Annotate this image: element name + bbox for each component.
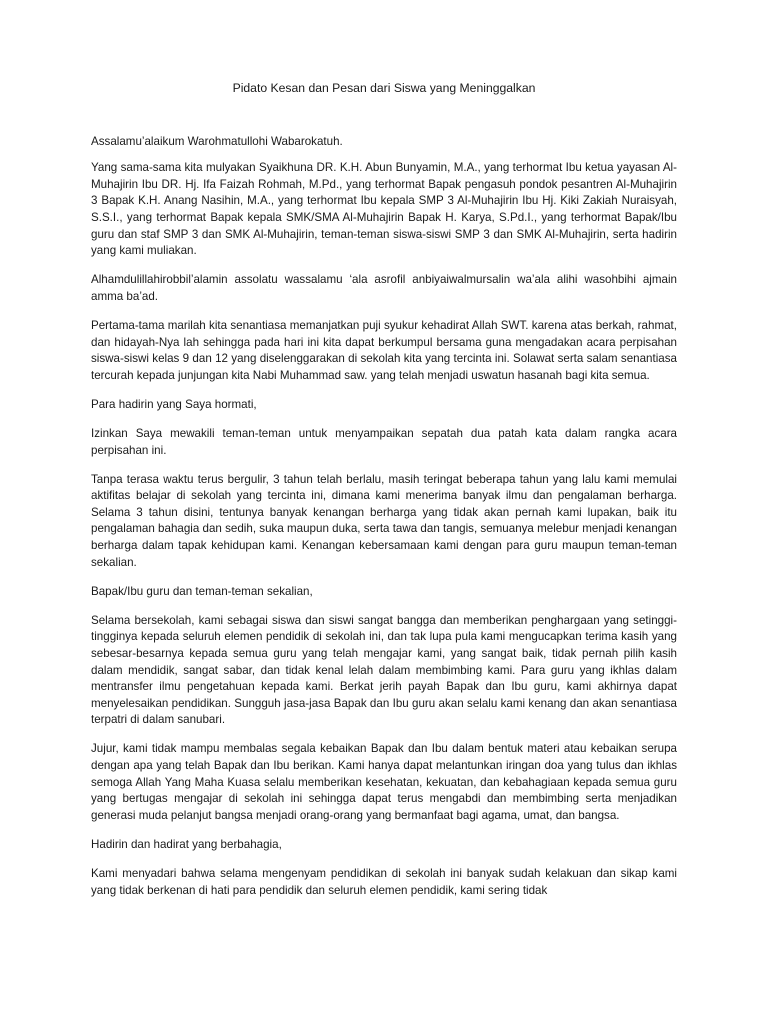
opening-greeting: Assalamu’alaikum Warohmatullohi Wabarokatuh. [91, 134, 343, 148]
section-heading-teachers: Bapak/Ibu guru dan teman-teman sekalian, [91, 584, 313, 598]
paragraph-prayer: Jujur, kami tidak mampu membalas segala kebaikan Bapak dan Ibu dalam bentuk materi atau kebaikan serupa dengan apa yang telah Bapak dan Ibu berikan. Kami hanya dapat melantunkan iringan doa yang tulus dan ikhlas semoga Allah Yang Maha Kuasa selalu memberikan kesehatan, kekuatan, dan kebahagiaan kepada semua guru yang bertugas mengajar di sekolah ini sehingga dapat terus mengabdi dan membimbing serta menjadikan generasi muda pelanjut bangsa menjadi orang-orang yang bermanfaat bagi agama, umat, dan bangsa. [91, 742, 677, 822]
paragraph-permission: Izinkan Saya mewakili teman-teman untuk menyampaikan sepatah dua patah kata dalam rangka acara perpisahan ini. [91, 426, 677, 457]
document-body [91, 80, 677, 912]
section-heading-audience: Para hadirin yang Saya hormati, [91, 397, 257, 411]
paragraph-apology: Kami menyadari bahwa selama mengenyam pendidikan di sekolah ini banyak sudah kelakuan dan sikap kami yang tidak berkenan di hati para pendidik dan seluruh elemen pendidik, kami sering tidak [91, 866, 677, 897]
paragraph-appreciation: Selama bersekolah, kami sebagai siswa dan siswi sangat bangga dan memberikan penghargaan yang setinggi-tingginya kepada seluruh elemen pendidik di sekolah ini, dan tak lupa pula kami mengucapkan terima kasih yang sebesar-besarnya kepada semua guru yang telah mengajar kami, yang sangat baik, tidak pernah pilih kasih dalam mendidik, sangat sabar, dan tidak kenal lelah dalam membimbing kami. Para guru yang ikhlas dalam mentransfer ilmu pengetahuan kepada kami. Berkat jerih payah Bapak dan Ibu guru, kami akhirnya dapat menyelesaikan pendidikan. Sungguh jasa-jasa Bapak dan Ibu guru akan selalu kami kenang dan akan senantiasa terpatri di dalam sanubari. [91, 613, 677, 727]
section-heading-attendees: Hadirin dan hadirat yang berbahagia, [91, 837, 282, 851]
paragraph-salutations: Yang sama-sama kita mulyakan Syaikhuna DR. K.H. Abun Bunyamin, M.A., yang terhormat Ibu ketua yayasan Al-Muhajirin Ibu DR. Hj. Ifa Faizah Rohmah, M.Pd., yang terhormat Bapak pengasuh pondok pesantren Al-Muhajirin 3 Bapak K.H. Anang Nasihin, M.A., yang terhormat Ibu kepala SMP 3 Al-Muhajirin Ibu Hj. Kiki Zakiah Nuraisyah, S.S.I., yang terhormat Bapak kepala SMK/SMA Al-Muhajirin Bapak H. Karya, S.Pd.I., yang terhormat Bapak/Ibu guru dan staf SMP 3 dan SMK Al-Muhajirin, teman-teman siswa-siswi SMP 3 dan SMK Al-Muhajirin, serta hadirin yang kami muliakan. [91, 161, 677, 258]
page-title: Pidato Kesan dan Pesan dari Siswa yang Meninggalkan [232, 81, 536, 95]
paragraph-hamdalah: Alhamdulillahirobbil’alamin assolatu wassalamu ‘ala asrofil anbiyaiwalmursalin wa’ala alihi wasohbihi ajmain amma ba’ad. [91, 273, 677, 303]
paragraph-memories: Tanpa terasa waktu terus bergulir, 3 tahun telah berlalu, masih teringat beberapa tahun yang lalu kami memulai aktifitas belajar di sekolah yang tercinta ini, dimana kami menerima banyak ilmu dan pengalaman berharga. Selama 3 tahun disini, tentunya banyak kenangan berharga yang tidak akan pernah kami lupakan, baik itu pengalaman bahagia dan sedih, suka maupun duka, serta tawa dan tangis, semuanya melebur menjadi kenangan berharga dalam tapak kehidupan kami. Kenangan kebersamaan kami dengan para guru maupun teman-teman sekalian. [91, 472, 677, 569]
paragraph-gratitude: Pertama-tama marilah kita senantiasa memanjatkan puji syukur kehadirat Allah SWT. karena atas berkah, rahmat, dan hidayah-Nya lah sehingga pada hari ini kita dapat berkumpul bersama guna mengadakan acara perpisahan siswa-siswi kelas 9 dan 12 yang diselenggarakan di sekolah kita yang tercinta ini. Solawat serta salam senantiasa tercurah kepada junjungan kita Nabi Muhammad saw. yang telah menjadi uswatun hasanah bagi kita semua. [91, 318, 677, 382]
